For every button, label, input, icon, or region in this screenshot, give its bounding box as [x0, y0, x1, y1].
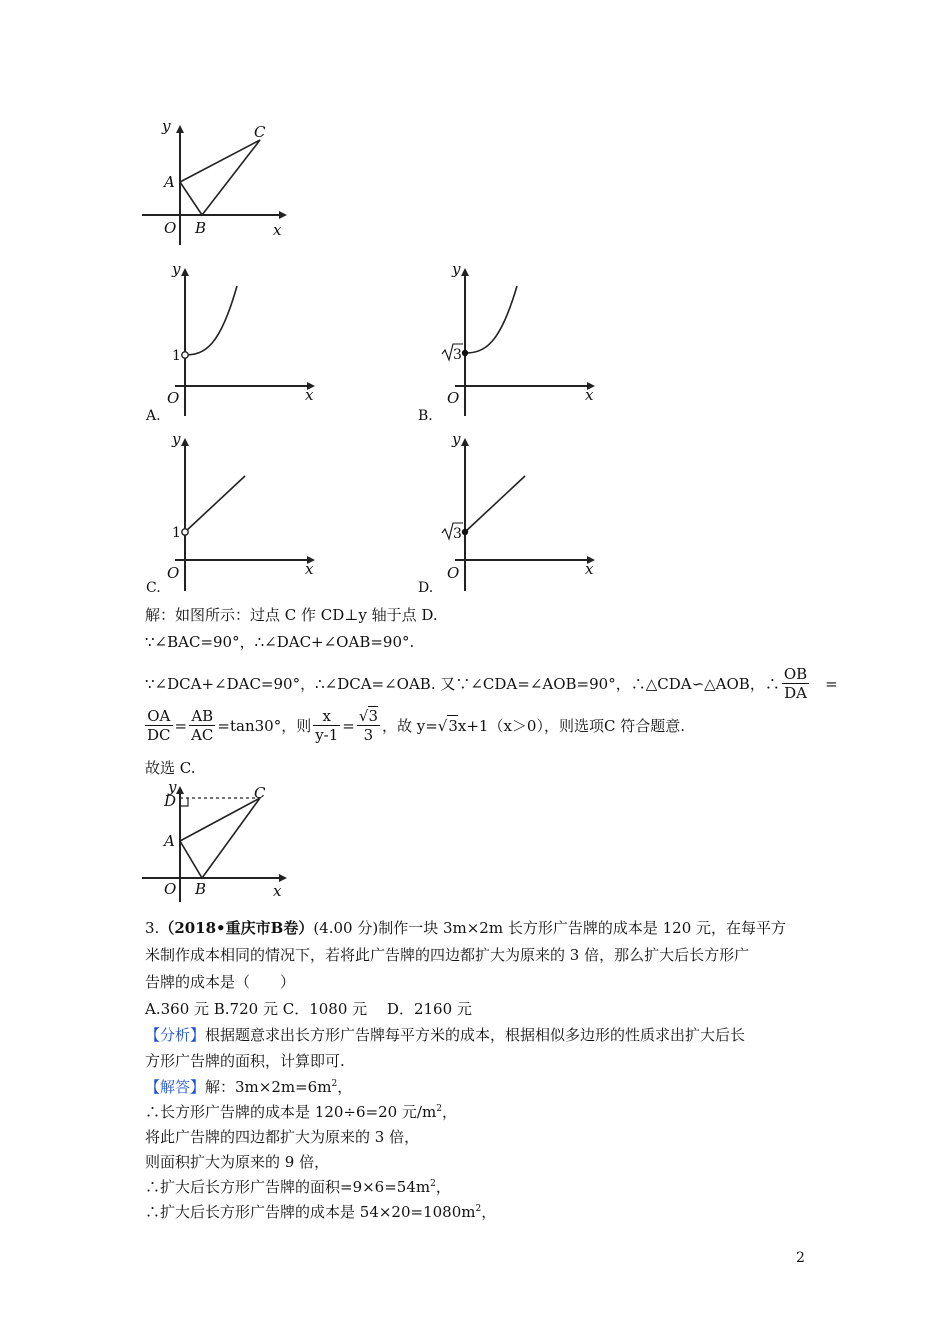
q3-line-2: 米制作成本相同的情况下，若将此广告牌的四边都扩大为原来的 3 倍，那么扩大后长方形广: [145, 946, 750, 964]
fraction-sqrt3-3: [357, 707, 380, 744]
y-axis-arrow-icon: [461, 268, 469, 276]
frac-num: OA: [145, 707, 173, 726]
q3-line-1: [145, 918, 786, 938]
tick-label: 3: [453, 526, 462, 542]
label-y: y: [172, 260, 181, 278]
q3-sol-4: [145, 1177, 451, 1197]
superscript: 2: [331, 1079, 338, 1089]
label-o: O: [447, 564, 460, 582]
closed-point: [462, 529, 468, 535]
sqrt-value: 3: [448, 717, 458, 735]
answer-tag: 【解答】: [145, 1078, 206, 1096]
label-o: O: [164, 880, 177, 898]
label-x: x: [273, 882, 282, 900]
analysis-text-1: 根据题意求出长方形广告牌每平方米的成本，根据相似多边形的性质求出扩大后长: [205, 1026, 746, 1044]
solution-line-4: [145, 707, 685, 744]
sol-text: ∴长方形广告牌的成本是 120÷6=20 元/m: [145, 1103, 437, 1121]
figure-triangle-top: [140, 115, 300, 245]
sqrt-icon: √: [437, 716, 448, 735]
q3-options: A.360 元 B.720 元 C．1080 元 D．2160 元: [145, 1000, 472, 1018]
equals-sign: =: [174, 716, 188, 735]
tick-label: 3: [453, 347, 462, 363]
triangle-abc: [180, 140, 260, 215]
comma: ，: [441, 1103, 457, 1121]
frac-num: OB: [783, 665, 808, 683]
q3-source: （2018•重庆市B卷）: [159, 919, 314, 937]
figure-option-d: [425, 428, 605, 593]
frac-den: 3: [363, 726, 374, 744]
figure-option-c: [145, 428, 325, 593]
label-a: A: [164, 832, 175, 850]
label-x: x: [305, 386, 314, 404]
y-axis-arrow-icon: [461, 438, 469, 446]
y-axis-arrow-icon: [176, 125, 184, 133]
q3-text-1: (4.00 分)制作一块 3m×2m 长方形广告牌的成本是 120 元，在每平方: [313, 919, 787, 937]
label-c: C: [254, 123, 266, 141]
q3-analysis-line-1: [145, 1025, 745, 1045]
y-axis-arrow-icon: [181, 438, 189, 446]
label-x: x: [273, 221, 282, 239]
label-y: y: [168, 778, 177, 796]
q3-sol-1: [145, 1102, 457, 1122]
tick-label: 1: [172, 348, 181, 364]
figure-option-b: [425, 258, 605, 418]
fraction-ab-ac: [189, 707, 215, 744]
x-axis-arrow-icon: [279, 874, 287, 882]
label-y: y: [172, 430, 181, 448]
tail-1: ，故 y=: [381, 716, 438, 735]
curve: [465, 286, 517, 353]
superscript: 2: [430, 1179, 436, 1189]
open-point: [182, 529, 188, 535]
label-x: x: [585, 560, 594, 578]
label-b: B: [195, 880, 207, 898]
label-b: B: [195, 219, 207, 237]
frac-num-sqrt: √3: [358, 707, 378, 725]
right-angle-icon: [180, 798, 188, 806]
x-axis-arrow-icon: [279, 211, 287, 219]
q3-line-3: 告牌的成本是（ ）: [145, 973, 296, 991]
frac-den: AC: [191, 726, 214, 744]
q3-number: 3.: [145, 919, 160, 937]
curve: [185, 286, 237, 355]
label-y: y: [452, 260, 461, 278]
q3-analysis-line-2: 方形广告牌的面积，计算即可.: [145, 1052, 345, 1070]
frac-den: y-1: [315, 726, 339, 744]
conclusion: 故选 C.: [145, 759, 196, 777]
label-o: O: [167, 389, 180, 407]
equals-sign: =: [342, 716, 355, 735]
tail-2: x+1（x＞0），则选项C 符合题意.: [457, 716, 685, 735]
label-c: C: [254, 784, 266, 802]
label-y: y: [452, 430, 461, 448]
label-x: x: [585, 386, 594, 404]
q3-sol-2: 将此广告牌的四边都扩大为原来的 3 倍，: [145, 1128, 420, 1146]
solution-line-1: 解：如图所示：过点 C 作 CD⊥y 轴于点 D.: [145, 606, 438, 624]
superscript: 2: [475, 1204, 482, 1214]
label-o: O: [167, 564, 180, 582]
label-d: D: [164, 792, 177, 810]
label-x: x: [305, 560, 314, 578]
q3-sol-5: [145, 1202, 496, 1222]
comma: ，: [435, 1178, 451, 1196]
sol-text: ∴扩大后长方形广告牌的成本是 54×20=1080m: [145, 1203, 476, 1221]
option-d-label: D.: [418, 580, 434, 596]
y-axis-arrow-icon: [176, 786, 184, 794]
fraction-x-y1: [313, 707, 340, 744]
label-o: O: [164, 219, 177, 237]
y-axis-arrow-icon: [181, 268, 189, 276]
figure-triangle-bottom: [140, 778, 300, 903]
line: [465, 476, 525, 532]
comma: ，: [337, 1078, 353, 1096]
option-a-label: A.: [146, 408, 161, 424]
page-number: 2: [796, 1250, 805, 1266]
frac-num: AB: [189, 707, 215, 726]
option-b-label: B.: [418, 408, 433, 424]
closed-point: [462, 350, 468, 356]
answer-text: 解：3m×2m=6m: [205, 1078, 332, 1096]
frac-den: DC: [147, 726, 171, 744]
q3-answer-line: [145, 1077, 352, 1097]
figure-option-a: [145, 258, 325, 418]
tick-label: 1: [172, 525, 181, 541]
superscript: 2: [436, 1104, 442, 1114]
solution-line-2: ∵∠BAC=90°，∴∠DAC+∠OAB=90°.: [145, 633, 415, 651]
triangle-abc: [180, 798, 260, 878]
label-a: A: [164, 173, 175, 191]
analysis-tag: 【分析】: [145, 1026, 206, 1044]
equals-sign: =: [825, 674, 838, 693]
option-c-label: C.: [146, 580, 161, 596]
line: [185, 476, 245, 532]
frac-num: 3: [368, 707, 378, 725]
solution-line-3-text: ∵∠DCA+∠DAC=90°，∴∠DCA=∠OAB. 又∵∠CDA=∠AOB=90°，∴△CDA∽△AOB，∴: [145, 674, 780, 693]
open-point: [182, 352, 188, 358]
sol-text: ∴扩大后长方形广告牌的面积=9×6=54m: [145, 1178, 431, 1196]
label-o: O: [447, 389, 460, 407]
q3-sol-3: 则面积扩大为原来的 9 倍，: [145, 1153, 330, 1171]
label-y: y: [162, 117, 171, 135]
fraction-ob-da: [782, 665, 809, 702]
fraction-oa-dc: [145, 707, 173, 744]
comma: ，: [481, 1203, 497, 1221]
frac-num: x: [313, 707, 340, 726]
solution-line-3: [145, 665, 838, 702]
frac-den: DA: [784, 684, 807, 702]
tan-text: =tan30°，则: [217, 716, 312, 735]
